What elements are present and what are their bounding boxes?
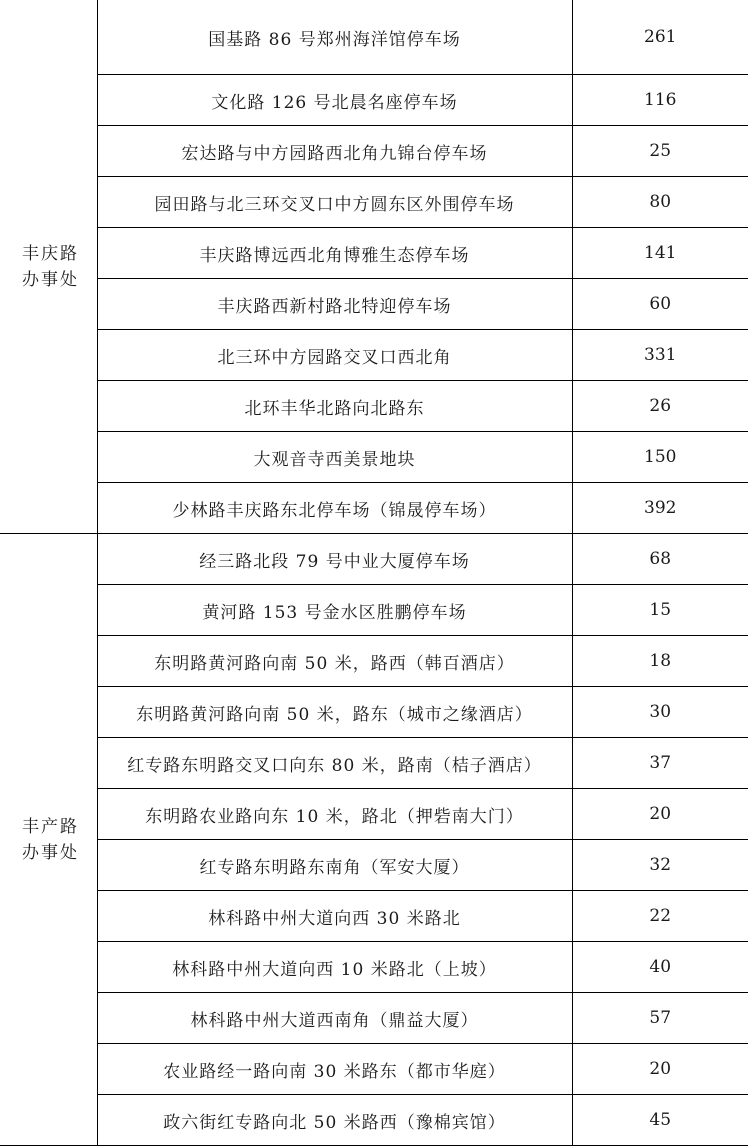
location-cell: 红专路东明路交叉口向东 80 米，路南（桔子酒店） (97, 738, 572, 789)
location-cell: 红专路东明路东南角（军安大厦） (97, 840, 572, 891)
count-cell: 331 (572, 330, 748, 381)
table-row (0, 687, 748, 738)
table-row (0, 993, 748, 1044)
location-cell: 东明路黄河路向南 50 米，路西（韩百酒店） (97, 636, 572, 687)
count-cell: 116 (572, 75, 748, 126)
location-cell: 经三路北段 79 号中业大厦停车场 (97, 534, 572, 585)
table-row (0, 891, 748, 942)
location-cell: 丰庆路西新村路北特迎停车场 (97, 279, 572, 330)
location-cell: 林科路中州大道向西 10 米路北（上坡） (97, 942, 572, 993)
count-cell: 45 (572, 1095, 748, 1146)
location-cell: 宏达路与中方园路西北角九锦台停车场 (97, 126, 572, 177)
count-cell: 60 (572, 279, 748, 330)
table-row (0, 126, 748, 177)
table-row (0, 177, 748, 228)
count-cell: 68 (572, 534, 748, 585)
location-cell: 园田路与北三环交叉口中方圆东区外围停车场 (97, 177, 572, 228)
location-cell: 林科路中州大道西南角（鼎益大厦） (97, 993, 572, 1044)
location-cell: 国基路 86 号郑州海洋馆停车场 (97, 0, 572, 75)
location-cell: 少林路丰庆路东北停车场（锦晟停车场） (97, 483, 572, 534)
table-row (0, 75, 748, 126)
table-row (0, 738, 748, 789)
count-cell: 18 (572, 636, 748, 687)
table-row (0, 330, 748, 381)
table-row (0, 840, 748, 891)
count-cell: 150 (572, 432, 748, 483)
location-cell: 东明路黄河路向南 50 米，路东（城市之缘酒店） (97, 687, 572, 738)
table-row (0, 279, 748, 330)
count-cell: 392 (572, 483, 748, 534)
office-cell (0, 534, 97, 1146)
location-cell: 政六街红专路向北 50 米路西（豫棉宾馆） (97, 1095, 572, 1146)
table-row (0, 1044, 748, 1095)
count-cell: 20 (572, 789, 748, 840)
location-cell: 北三环中方园路交叉口西北角 (97, 330, 572, 381)
table-row (0, 1095, 748, 1146)
count-cell: 26 (572, 381, 748, 432)
count-cell: 22 (572, 891, 748, 942)
count-cell: 261 (572, 0, 748, 75)
location-cell: 大观音寺西美景地块 (97, 432, 572, 483)
table-row (0, 534, 748, 585)
count-cell: 15 (572, 585, 748, 636)
table-row (0, 228, 748, 279)
count-cell: 30 (572, 687, 748, 738)
location-cell: 文化路 126 号北晨名座停车场 (97, 75, 572, 126)
table-row (0, 432, 748, 483)
office-cell (0, 0, 97, 534)
table-row (0, 483, 748, 534)
table-row (0, 0, 748, 75)
location-cell: 农业路经一路向南 30 米路东（都市华庭） (97, 1044, 572, 1095)
table-row (0, 585, 748, 636)
count-cell: 32 (572, 840, 748, 891)
count-cell: 37 (572, 738, 748, 789)
table-row (0, 636, 748, 687)
count-cell: 40 (572, 942, 748, 993)
table-row (0, 942, 748, 993)
count-cell: 20 (572, 1044, 748, 1095)
count-cell: 141 (572, 228, 748, 279)
count-cell: 80 (572, 177, 748, 228)
office-name: 丰庆路办事处 (22, 243, 79, 290)
location-cell: 林科路中州大道向西 30 米路北 (97, 891, 572, 942)
location-cell: 东明路农业路向东 10 米，路北（押砦南大门） (97, 789, 572, 840)
location-cell: 北环丰华北路向北路东 (97, 381, 572, 432)
table-row (0, 789, 748, 840)
count-cell: 25 (572, 126, 748, 177)
table-row (0, 381, 748, 432)
location-cell: 黄河路 153 号金水区胜鹏停车场 (97, 585, 572, 636)
count-cell: 57 (572, 993, 748, 1044)
location-cell: 丰庆路博远西北角博雅生态停车场 (97, 228, 572, 279)
office-name: 丰产路办事处 (22, 816, 79, 863)
